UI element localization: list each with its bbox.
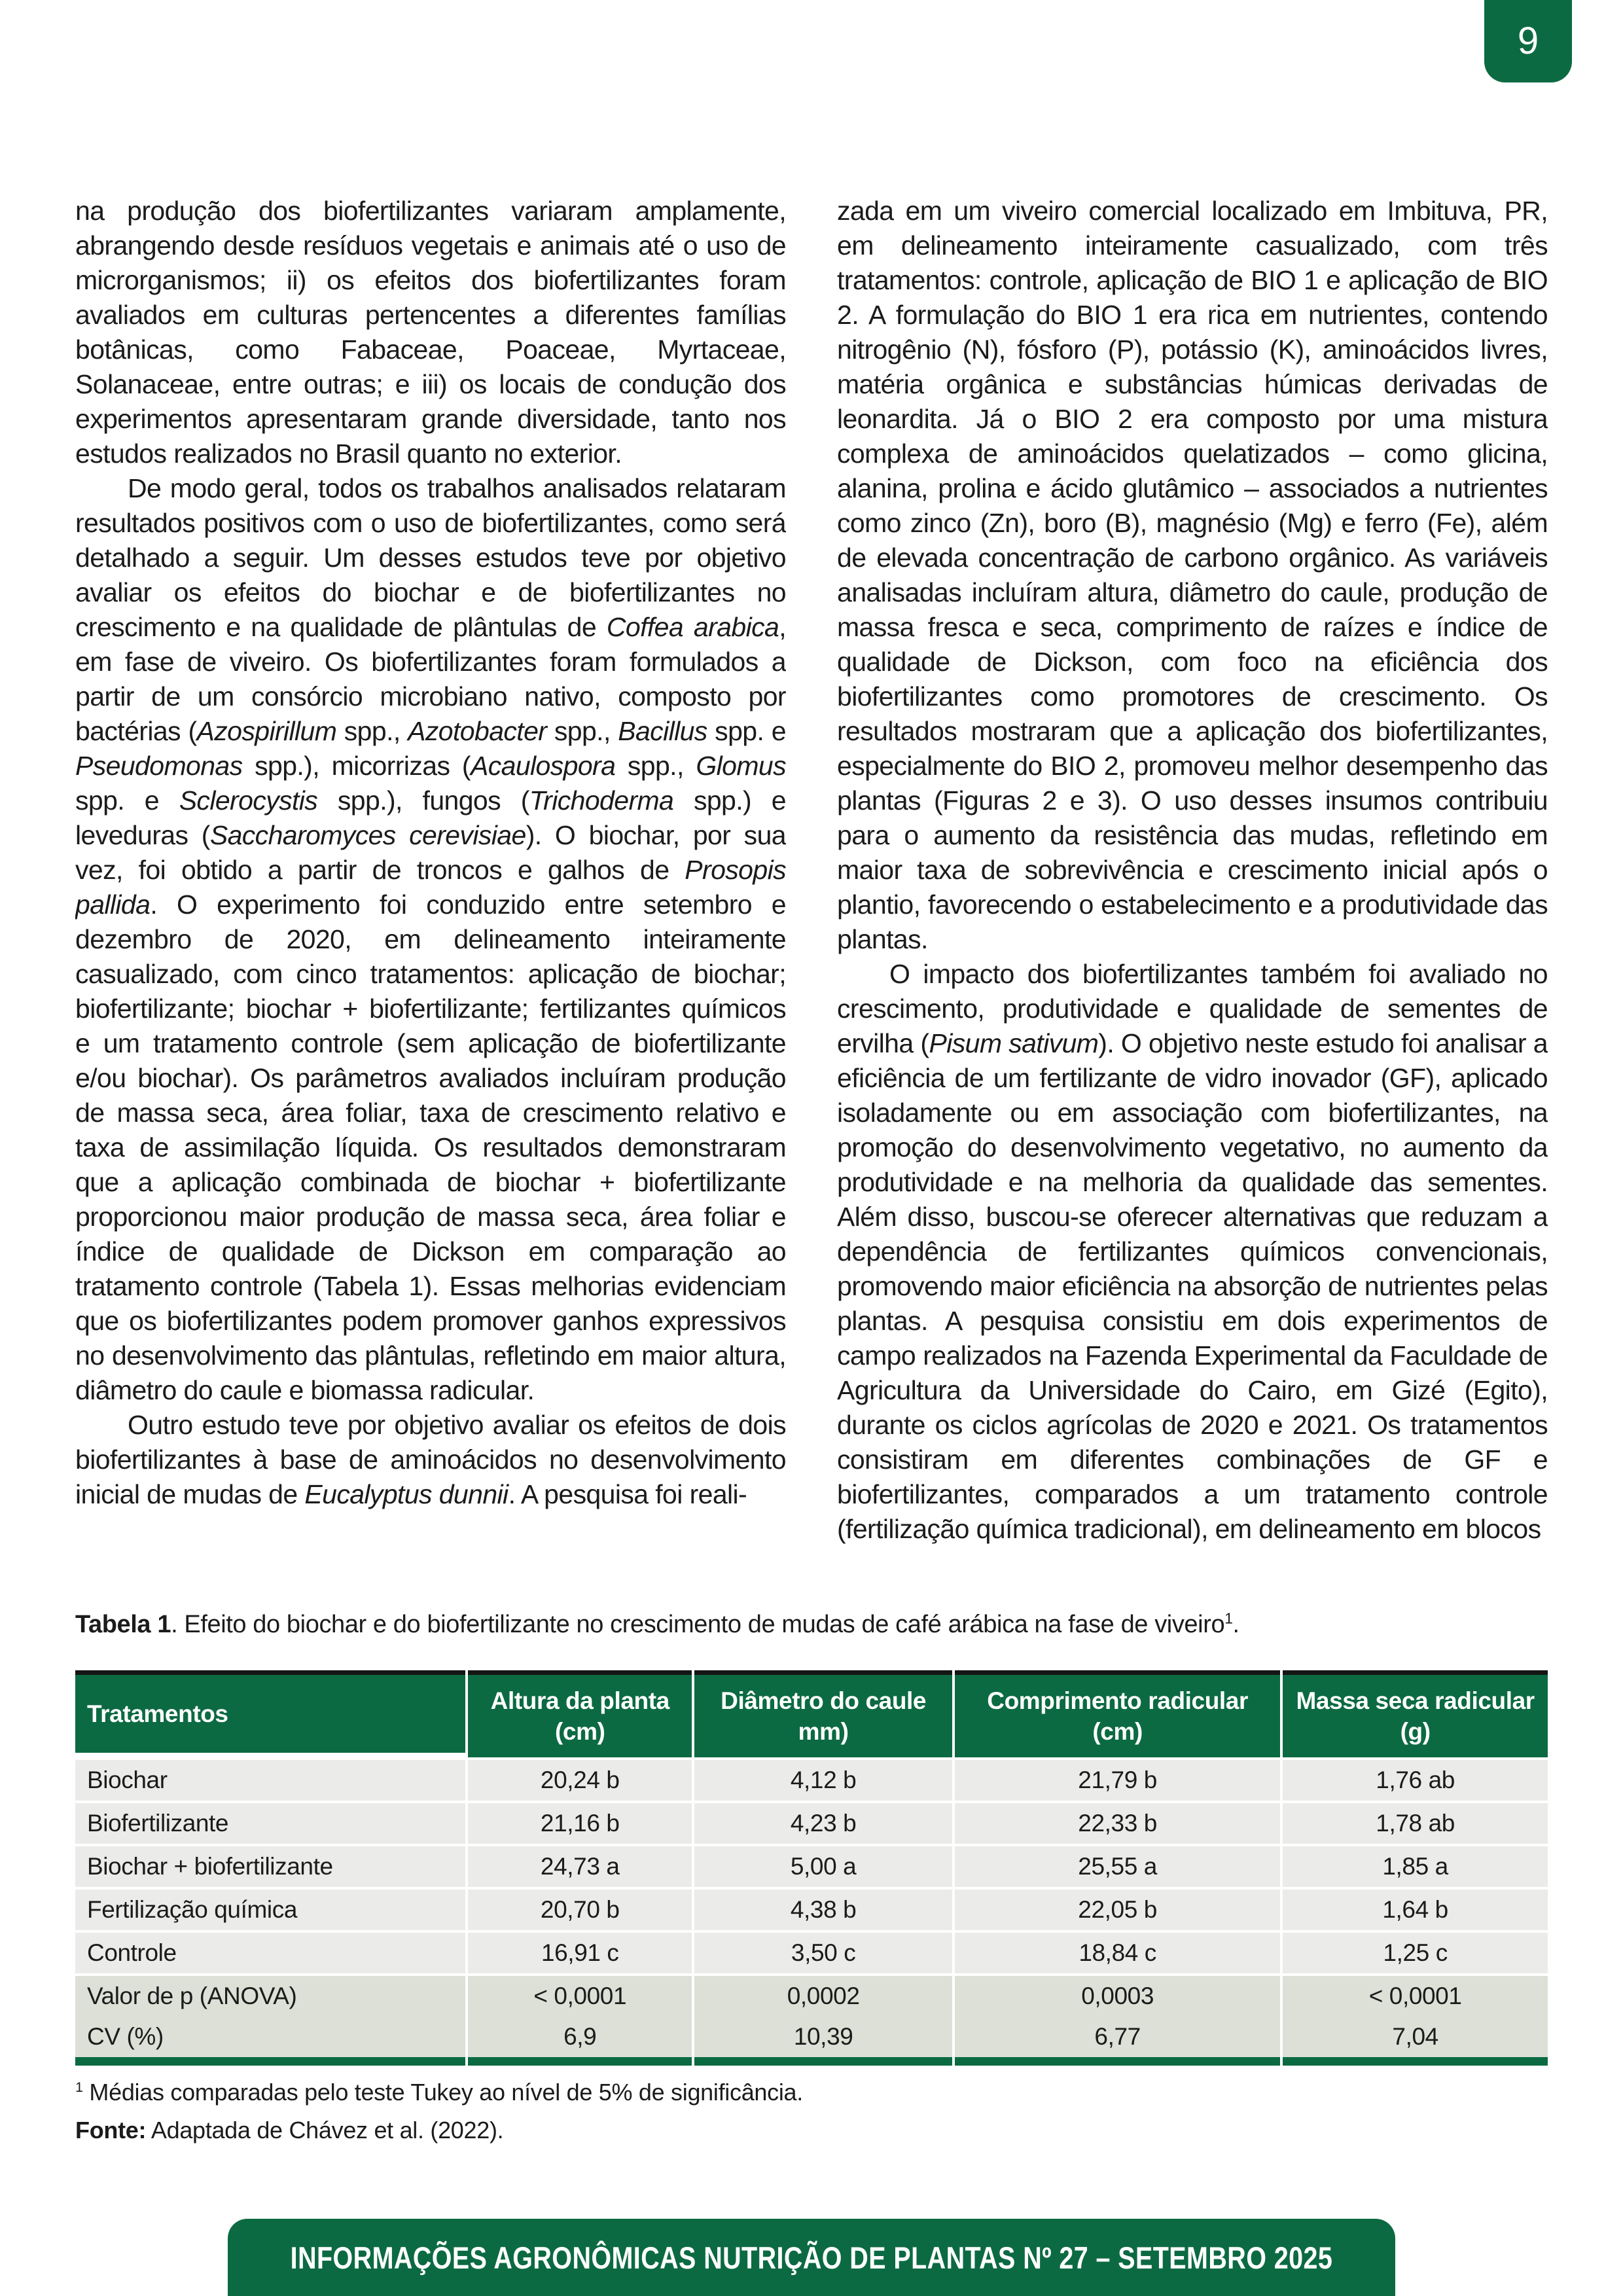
footer-banner (228, 2219, 1395, 2296)
row-label: Biochar + biofertilizante (75, 1846, 465, 1887)
table-cell: 18,84 c (955, 1933, 1280, 1973)
table-cell: 5,00 a (694, 1846, 952, 1887)
table-row (75, 1890, 1548, 1930)
table-row (75, 1846, 1548, 1887)
footnote-line: $^1$ Médias comparadas pelo teste Tukey ao nível de 5% de significância. (75, 2079, 803, 2106)
footnote-line: Fonte: Adaptada de Chávez et al. (2022). (75, 2117, 504, 2144)
table-header-row (75, 1670, 1548, 1757)
stat-cell: 7,04 (1283, 2017, 1548, 2057)
table-cell: 4,38 b (694, 1890, 952, 1930)
table-cell: 24,73 a (468, 1846, 692, 1887)
table-bottom-bar (75, 2057, 1548, 2066)
right-column (837, 194, 1548, 1611)
table-cell: 1,85 a (1283, 1846, 1548, 1887)
row-label: Fertilização química (75, 1890, 465, 1930)
table-header-cell: Tratamentos (75, 1670, 465, 1753)
article-body (75, 194, 1548, 1611)
left-column (75, 194, 786, 1611)
row-label: Biochar (75, 1760, 465, 1801)
stat-cell: 6,77 (955, 2017, 1280, 2057)
paragraph: De modo geral, todos os trabalhos analisados relataram resultados positivos com o uso de biofertilizantes, como será detalhado a seguir. Um desses estudos teve por objetivo avaliar os efeitos do biochar e de biofertilizantes no crescimento e na qualidade de plântulas de Coffea arabica, em fase de viveiro. Os biofertilizantes foram formulados a partir de um consórcio microbiano nativo, composto por bactérias (Azospirillum spp., Azotobacter spp., Bacillus spp. e Pseudomonas spp.), micorrizas (Acaulospora spp., Glomus spp. e Sclerocystis spp.), fungos (Trichoderma spp.) e leveduras (Saccharomyces cerevisiae). O biochar, por sua vez, foi obtido a partir de troncos e galhos de Prosopis pallida. O experimento foi conduzido entre setembro e dezembro de 2020, em delineamento inteiramente casualizado, com cinco tratamentos: aplicação de biochar; biofertilizante; biochar + biofertilizante; fertilizantes químicos e um tratamento controle (sem aplicação de biofertilizante e/ou biochar). Os parâmetros avaliados incluíram produção de massa seca, área foliar, taxa de crescimento relativo e taxa de assimilação líquida. Os resultados demonstraram que a aplicação combinada de biochar + biofertilizante proporcionou maior produção de massa seca, área foliar e índice de qualidade de Dickson em comparação ao tratamento controle (Tabela 1). Essas melhorias evidenciam que os biofertilizantes podem promover ganhos expressivos no desenvolvimento das plântulas, refletindo em maior altura, diâmetro do caule e biomassa radicular. (75, 473, 786, 1405)
row-label: Biofertilizante (75, 1803, 465, 1844)
stat-cell: < 0,0001 (1283, 1976, 1548, 2017)
table-cell: 21,16 b (468, 1803, 692, 1844)
table-cell: 1,25 c (1283, 1933, 1548, 1973)
table-cell: 1,76 ab (1283, 1760, 1548, 1801)
table-cell: 25,55 a (955, 1846, 1280, 1887)
table-row (75, 1760, 1548, 1801)
table-cell: 4,12 b (694, 1760, 952, 1801)
stat-cell: 6,9 (468, 2017, 692, 2057)
table-header-cell: Massa seca radicular (g) (1283, 1670, 1548, 1757)
table-cell: 20,70 b (468, 1890, 692, 1930)
bar-segment (1283, 2057, 1548, 2066)
table-cell: 21,79 b (955, 1760, 1280, 1801)
page-number-badge (1484, 0, 1572, 82)
page-number: 9 (1517, 20, 1539, 62)
stat-row (75, 2017, 1548, 2057)
table-header-cell: Diâmetro do caule mm) (694, 1670, 952, 1757)
table-cell: 20,24 b (468, 1760, 692, 1801)
table-cell: 22,33 b (955, 1803, 1280, 1844)
stat-label: Valor de p (ANOVA) (75, 1976, 465, 2017)
paragraph: Outro estudo teve por objetivo avaliar os efeitos de dois biofertilizantes à base de aminoácidos no desenvolvimento inicial de mudas de Eucalyptus dunnii. A pesquisa foi reali- (75, 1410, 786, 1509)
table-header-cell: Comprimento radicular (cm) (955, 1670, 1280, 1757)
paragraph: na produção dos biofertilizantes variaram amplamente, abrangendo desde resíduos vegetais e animais até o uso de microrganismos; ii) os efeitos dos biofertilizantes foram avaliados em culturas pertencentes a diferentes famílias botânicas, como Fabaceae, Poaceae, Myrtaceae, Solanaceae, entre outras; e iii) os locais de condução dos experimentos apresentaram grande diversidade, tanto nos estudos realizados no Brasil quanto no exterior. (75, 196, 786, 469)
row-label: Controle (75, 1933, 465, 1973)
bar-segment (468, 2057, 692, 2066)
table-cell: 1,78 ab (1283, 1803, 1548, 1844)
table-cell: 16,91 c (468, 1933, 692, 1973)
table-caption: Tabela 1. Efeito do biochar e do biofertilizante no crescimento de mudas de café arábica na fase de viveiro$^1$. (75, 1609, 1240, 1638)
table-row (75, 1803, 1548, 1844)
table-header-cell: Altura da planta (cm) (468, 1670, 692, 1757)
table-cell: 3,50 c (694, 1933, 952, 1973)
table-cell: 1,64 b (1283, 1890, 1548, 1930)
stat-cell: 0,0002 (694, 1976, 952, 2017)
data-table (75, 1670, 1548, 2066)
bar-segment (694, 2057, 952, 2066)
paragraph: zada em um viveiro comercial localizado em Imbituva, PR, em delineamento inteiramente casualizado, com três tratamentos: controle, aplicação de BIO 1 e aplicação de BIO 2. A formulação do BIO 1 era rica em nutrientes, contendo nitrogênio (N), fósforo (P), potássio (K), aminoácidos livres, matéria orgânica e substâncias húmicas derivadas de leonardita. Já o BIO 2 era composto por uma mistura complexa de aminoácidos quelatizados – como glicina, alanina, prolina e ácido glutâmico – associados a nutrientes como zinco (Zn), boro (B), magnésio (Mg) e ferro (Fe), além de elevada concentração de carbono orgânico. As variáveis analisadas incluíram altura, diâmetro do caule, produção de massa fresca e seca, comprimento de raízes e índice de qualidade de Dickson, com foco na eficiência dos biofertilizantes como promotores de crescimento. Os resultados mostraram que a aplicação dos biofertilizantes, especialmente do BIO 2, promoveu melhor desempenho das plantas (Figuras 2 e 3). O uso desses insumos contribuiu para o aumento da resistência das mudas, refletindo em maior taxa de sobrevivência e crescimento inicial após o plantio, favorecendo o estabelecimento e a produtividade das plantas. (837, 196, 1548, 954)
stat-label: CV (%) (75, 2017, 465, 2057)
stat-row (75, 1976, 1548, 2017)
paragraph: O impacto dos biofertilizantes também foi avaliado no crescimento, produtividade e qualidade de sementes de ervilha (Pisum sativum). O objetivo neste estudo foi analisar a eficiência de um fertilizante de vidro inovador (GF), aplicado isoladamente ou em associação com biofertilizantes, na promoção do desenvolvimento vegetativo, no aumento da produtividade e na melhoria da qualidade das sementes. Além disso, buscou-se oferecer alternativas que reduzam a dependência de fertilizantes químicos convencionais, promovendo maior eficiência na absorção de nutrientes pelas plantas. A pesquisa consistiu em dois experimentos de campo realizados na Fazenda Experimental da Faculdade de Agricultura da Universidade do Cairo, em Gizé (Egito), durante os ciclos agrícolas de 2020 e 2021. Os tratamentos consistiram em diferentes combinações de GF e biofertilizantes, comparados a um tratamento controle (fertilização química tradicional), em delineamento em blocos (837, 959, 1548, 1544)
bar-segment (75, 2057, 465, 2066)
table-cell: 4,23 b (694, 1803, 952, 1844)
bar-segment (955, 2057, 1280, 2066)
table-footnotes (75, 2073, 1548, 2149)
table-row (75, 1933, 1548, 1973)
stat-cell: < 0,0001 (468, 1976, 692, 2017)
stat-cell: 10,39 (694, 2017, 952, 2057)
footer-text: INFORMAÇÕES AGRONÔMICAS NUTRIÇÃO DE PLANTAS Nº 27 – SETEMBRO 2025 (290, 2240, 1333, 2275)
table-cell: 22,05 b (955, 1890, 1280, 1930)
stat-cell: 0,0003 (955, 1976, 1280, 2017)
